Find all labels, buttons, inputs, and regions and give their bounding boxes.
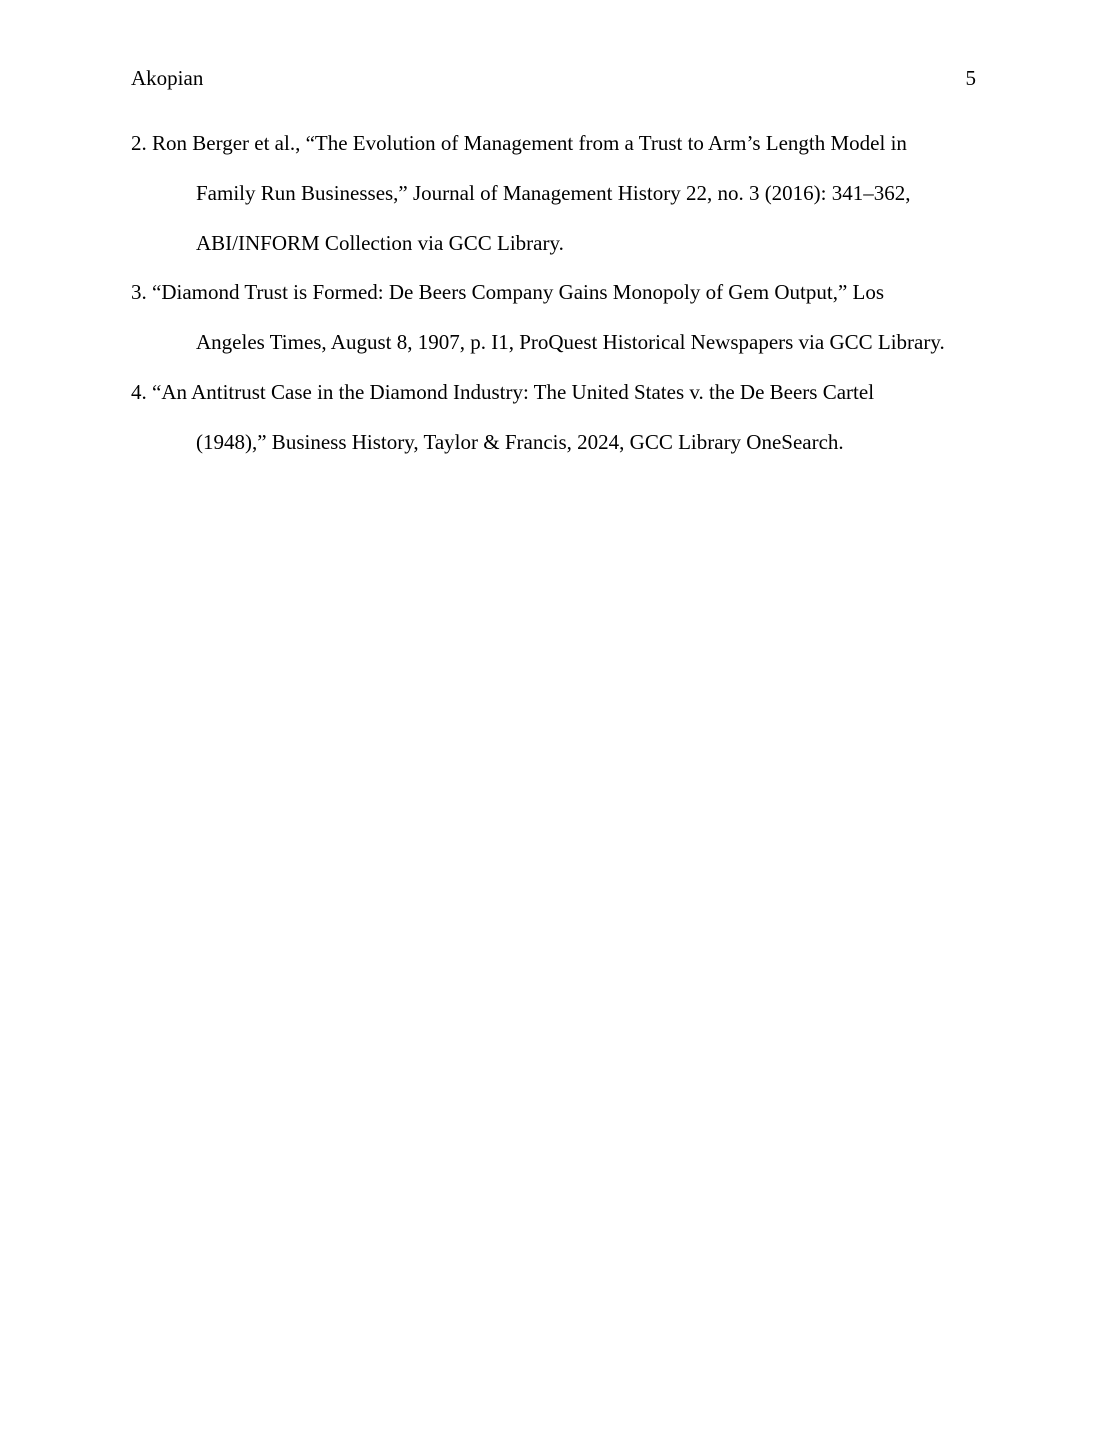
notes-list (131, 129, 991, 478)
running-header (131, 64, 976, 92)
note-line: 3. “Diamond Trust is Formed: De Beers Company Gains Monopoly of Gem Output,” Los (131, 280, 885, 305)
note-line: 4. “An Antitrust Case in the Diamond Industry: The United States v. the De Beers Cartel (131, 379, 875, 404)
note-4 (131, 378, 991, 478)
note-line: Family Run Businesses,” Journal of Management History 22, no. 3 (2016): 341–362, (196, 180, 911, 205)
page-number: 5 (965, 66, 976, 90)
note-2 (131, 129, 991, 278)
author-surname: Akopian (131, 66, 204, 90)
note-line: 2. Ron Berger et al., “The Evolution of Management from a Trust to Arm’s Length Model in (131, 131, 907, 155)
note-line: ABI/INFORM Collection via GCC Library. (196, 230, 564, 255)
note-line: Angeles Times, August 8, 1907, p. I1, ProQuest Historical Newspapers via GCC Library. (196, 330, 945, 355)
note-line: (1948),” Business History, Taylor & Francis, 2024, GCC Library OneSearch. (196, 429, 844, 454)
note-3 (131, 278, 991, 378)
